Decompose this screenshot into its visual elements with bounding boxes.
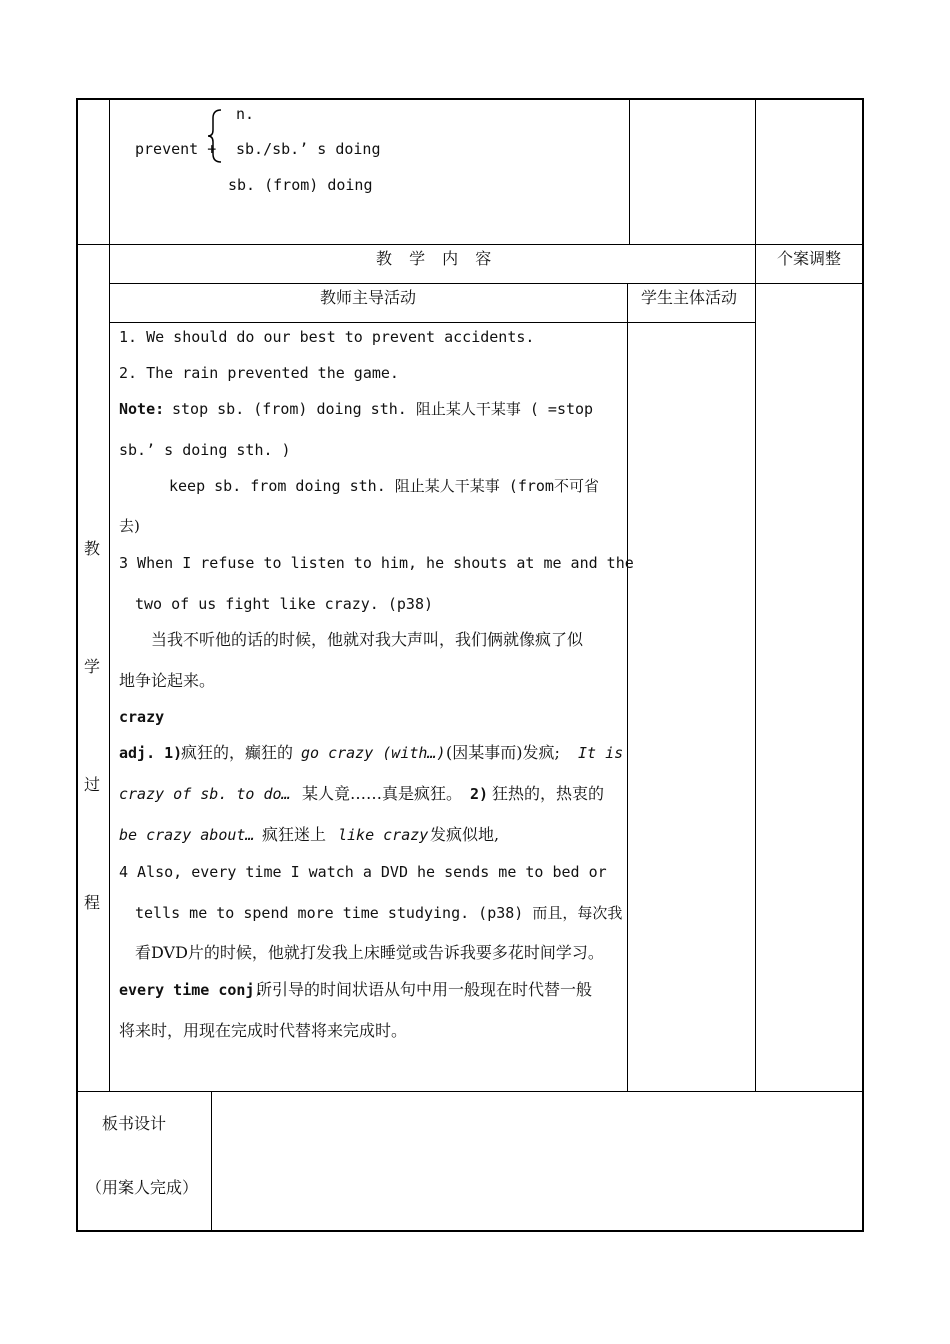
table-border-left	[76, 98, 78, 1232]
sentence-3-a: 3 When I refuse to listen to him, he shouts at me and the	[119, 554, 634, 572]
row-line-3	[109, 322, 756, 323]
note-line-a: stop sb. (from) doing sth. 阻止某人干某事 ( =stop	[172, 400, 594, 418]
student-col-header: 学生主体活动	[641, 288, 738, 307]
col-line-2-main	[627, 283, 628, 1091]
sentence-4-b: tells me to spend more time studying. (p38) 而且，每次我	[135, 904, 623, 922]
prevent-prefix: prevent +	[135, 140, 217, 158]
sentence-3-b: two of us fight like crazy. (p38)	[135, 595, 434, 613]
col-line-3-main	[755, 283, 756, 1091]
adj-3-cn2: 发疯似地,	[430, 825, 500, 844]
row-line-4	[76, 1091, 864, 1092]
keep-line-a: keep sb. from doing sth. 阻止某人干某事 (from不可省	[169, 477, 599, 495]
adj-3-cn: 疯狂迷上	[262, 825, 327, 844]
teacher-col-header: 教师主导活动	[320, 288, 417, 307]
adj-1-cn2: (因某事而)发疯;	[446, 743, 560, 762]
col-line-board	[211, 1091, 212, 1231]
sentence-3-cn-a: 当我不听他的话的时候，他就对我大声叫，我们俩就像疯了似	[151, 630, 584, 649]
prevent-n: n.	[236, 105, 255, 123]
board-title: 板书设计	[102, 1114, 167, 1133]
col-line-2-top	[629, 98, 630, 245]
side-label-char: 教	[84, 539, 101, 558]
every-time-label: every time conj.	[119, 981, 264, 999]
keep-line-b: 去)	[119, 517, 140, 535]
adj-1-italic: go crazy (with…)	[301, 744, 446, 762]
adjust-title: 个案调整	[777, 249, 842, 268]
side-label-char: 学	[84, 657, 101, 676]
board-note: （用案人完成）	[86, 1178, 199, 1197]
crazy-heading: crazy	[119, 708, 165, 726]
side-label-char: 过	[84, 775, 101, 794]
adj-2-cn: 某人竟……真是疯狂。	[302, 784, 463, 803]
brace-icon	[207, 108, 225, 164]
prevent-from: sb. (from) doing	[228, 176, 373, 194]
every-time-b: 将来时，用现在完成时代替将来完成时。	[119, 1021, 408, 1040]
sentence-4-a: 4 Also, every time I watch a DVD he sends me to bed or	[119, 863, 607, 881]
col-line-1	[109, 98, 110, 1091]
sentence-4-c: 看DVD片的时候，他就打发我上床睡觉或告诉我要多花时间学习。	[135, 943, 604, 962]
table-border-right	[862, 98, 864, 1232]
table-border-bottom	[76, 1230, 864, 1232]
adj-2-num: 2)	[470, 785, 489, 803]
row-line-2	[109, 283, 863, 284]
adj-1-italic2: It is	[578, 744, 624, 762]
prevent-sb: sb./sb.’ s doing	[236, 140, 381, 158]
row-line-1	[76, 244, 864, 245]
col-line-3-top	[755, 98, 756, 283]
every-time-a: 所引导的时间状语从句中用一般现在时代替一般	[256, 980, 593, 999]
note-label: Note:	[119, 400, 165, 418]
example-1: 1. We should do our best to prevent accidents.	[119, 328, 535, 346]
note-line-b: sb.’ s doing sth. )	[119, 441, 291, 459]
side-label-char: 程	[84, 893, 101, 912]
adj-3-italic: be crazy about…	[119, 826, 255, 844]
sentence-3-cn-b: 地争论起来。	[119, 671, 216, 690]
table-border-top	[76, 98, 864, 100]
adj-1-cn: 疯狂的，癫狂的	[181, 743, 294, 762]
example-2: 2. The rain prevented the game.	[119, 364, 399, 382]
adj-2-cn2: 狂热的，热衷的	[492, 784, 605, 803]
adj-1-label: adj. 1)	[119, 744, 183, 762]
adj-3-italic2: like crazy	[338, 826, 429, 844]
content-title: 教 学 内 容	[376, 249, 498, 268]
adj-2-italic: crazy of sb. to do…	[119, 785, 291, 803]
